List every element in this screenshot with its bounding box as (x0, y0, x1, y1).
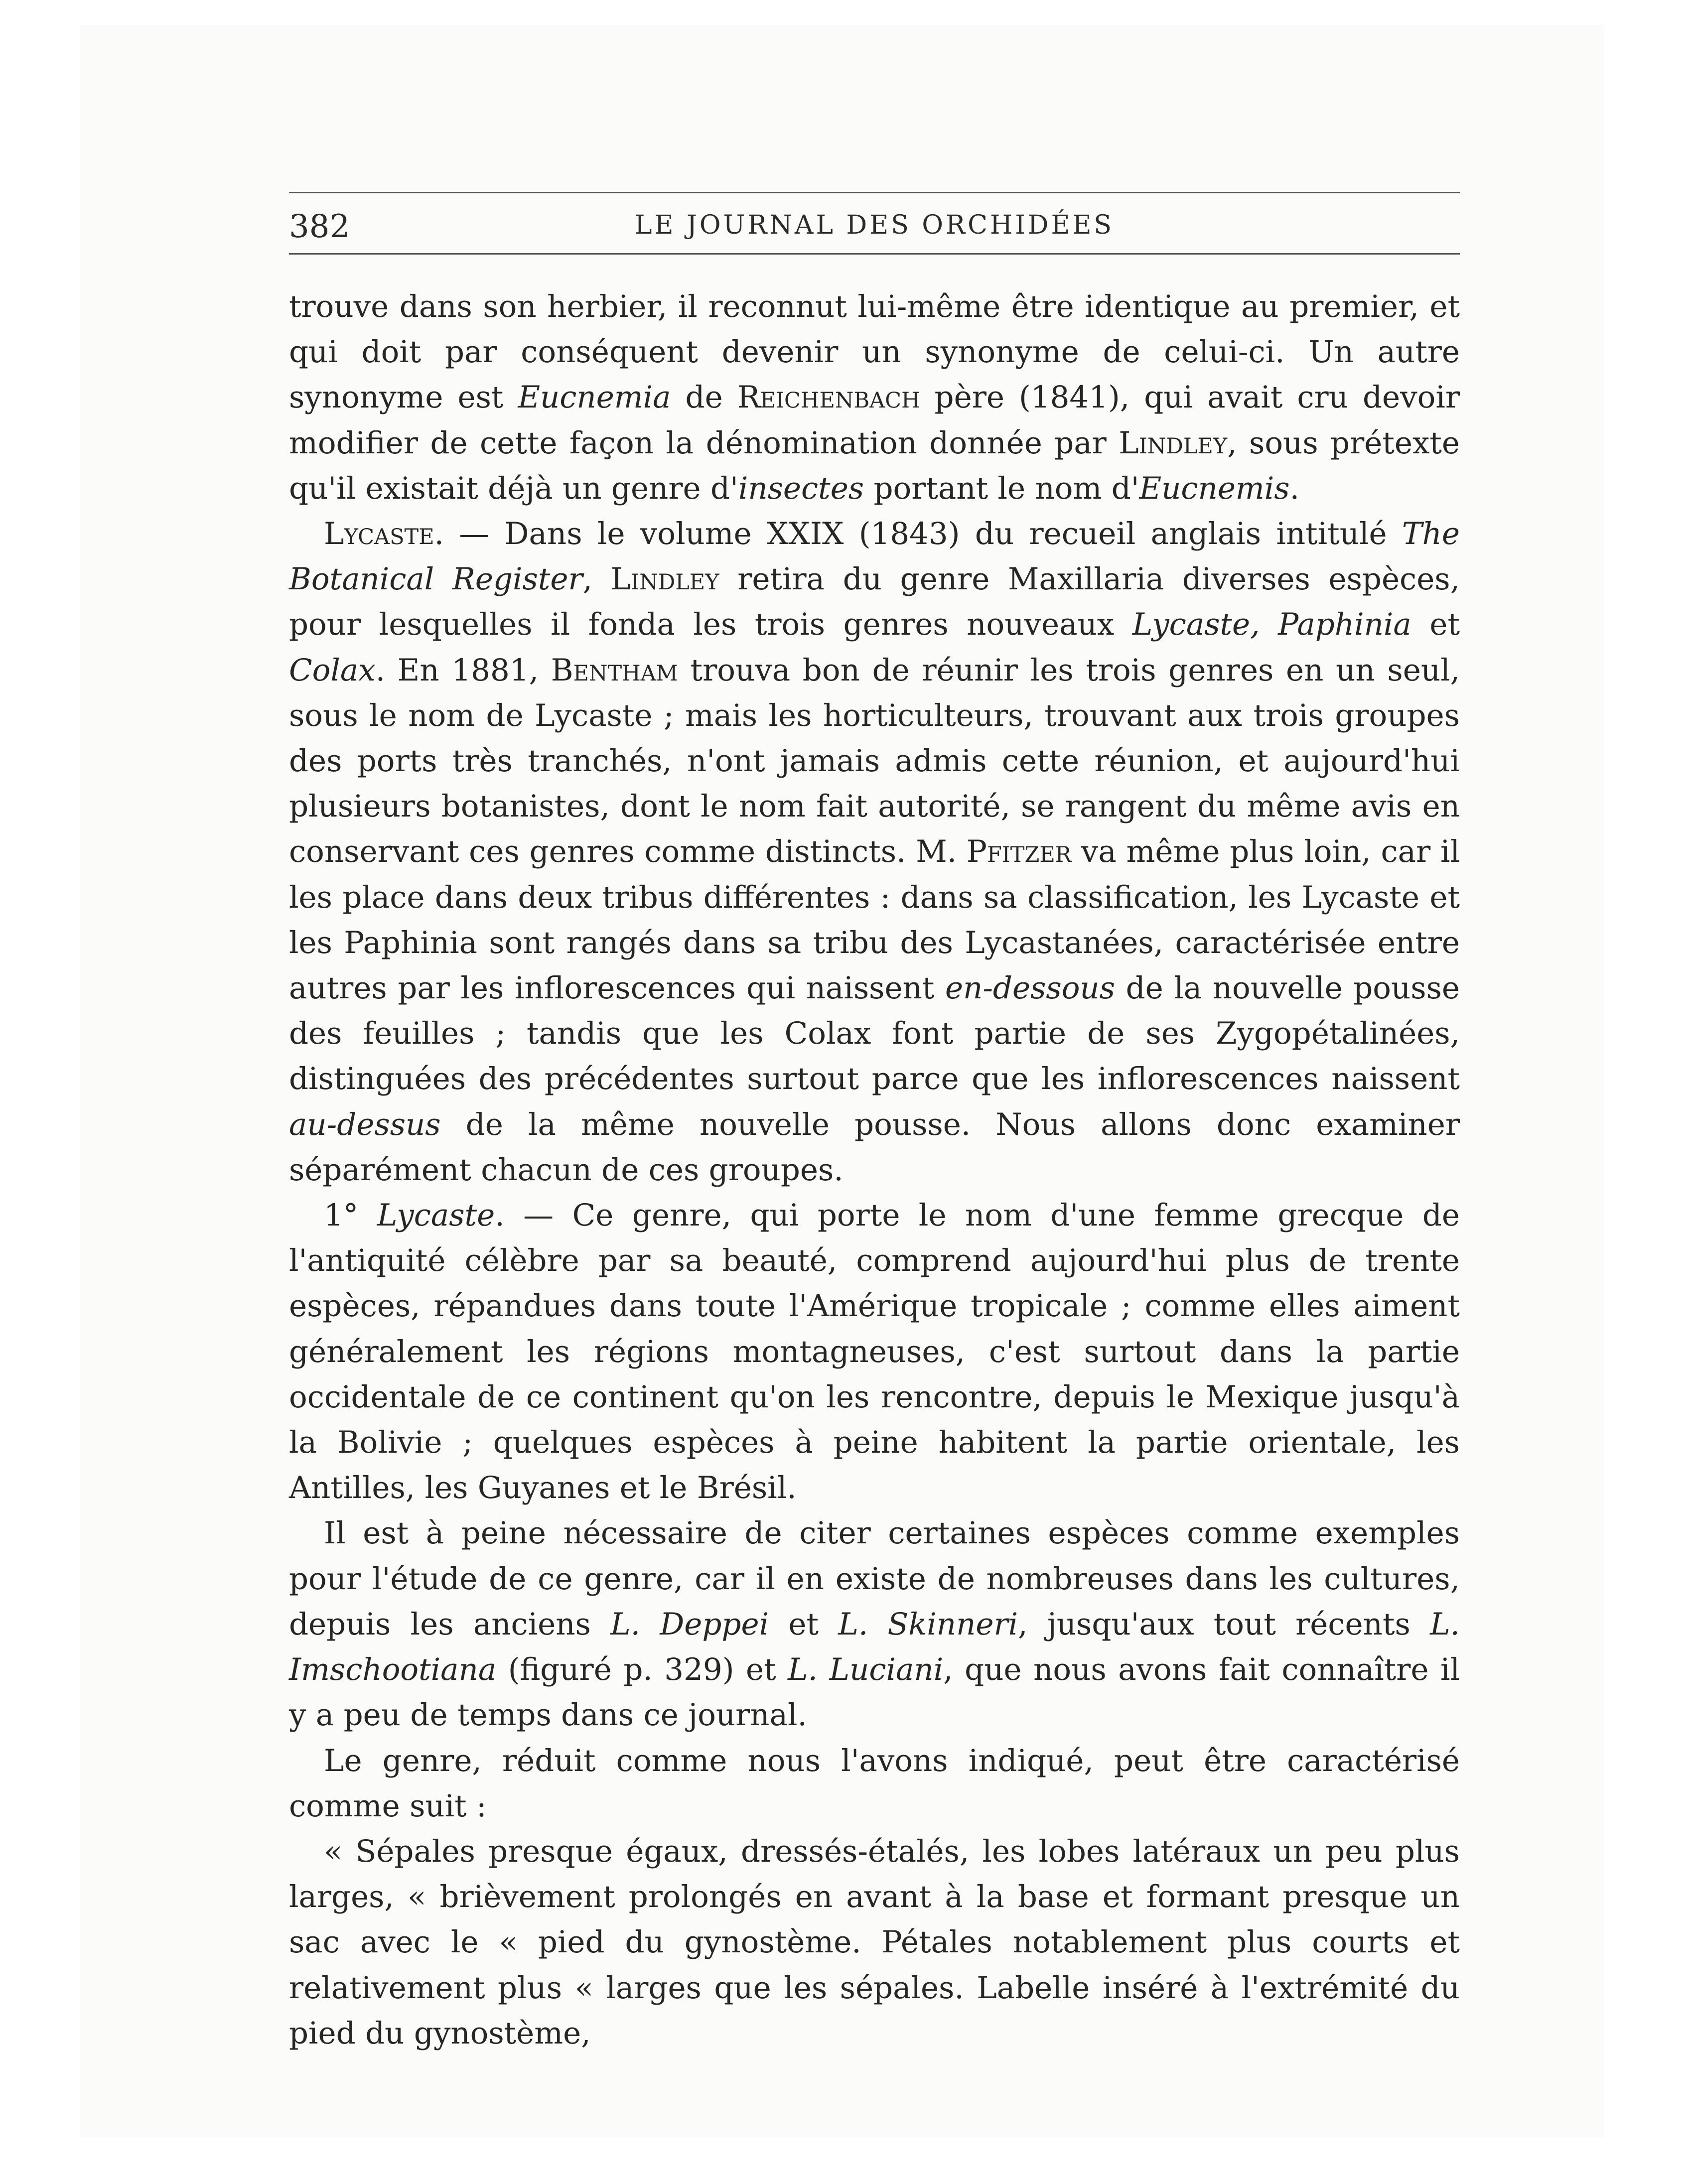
running-title: LE JOURNAL DES ORCHIDÉES (634, 210, 1115, 240)
paragraph-description-quote: « Sépales presque égaux, dressés-étalés, les lobes latéraux un peu plus larges, « brièvement prolongés en avant à la base et formant presque un sac avec le « pied du gynostème. Pétales notablement plus courts et relativement plus « larges que les sépales. Labelle inséré à l'extrémité du pied du gynostème, (289, 1833, 1460, 2051)
paragraph-eucnemia: trouve dans son herbier, il reconnut lui-même être identique au premier, et qui doit par conséquent devenir un synonyme de celui-ci. Un autre synonyme est Eucnemia de Reichenbach père (1841), qui avait cru devoir modifier de cette façon la dénomination donnée par Lindley, sous prétexte qu'il existait déjà un genre d'insectes portant le nom d'Eucnemis. (289, 289, 1460, 506)
page-header (289, 192, 1460, 255)
article-body (289, 284, 1460, 2056)
page-number: 382 (289, 208, 350, 245)
paragraph-lycaste-genus: 1° Lycaste. — Ce genre, qui porte le nom d'une femme grecque de l'antiquité célèbre par sa beauté, comprend aujourd'hui plus de trente espèces, répandues dans toute l'Amérique tropicale ; comme elles aiment généralement les régions montagneuses, c'est surtout dans la partie occidentale de ce continent qu'on les rencontre, depuis le Mexique jusqu'à la Bolivie ; quelques espèces à peine habitent la partie orientale, les Antilles, les Guyanes et le Brésil. (289, 1198, 1460, 1506)
paragraph-species-examples: Il est à peine nécessaire de citer certaines espèces comme exemples pour l'étude de ce genre, car il en existe de nombreuses dans les cultures, depuis les anciens L. Deppei et L. Skinneri, jusqu'aux tout récents L. Imschootiana (figuré p. 329) et L. Luciani, que nous avons fait connaître il y a peu de temps dans ce journal. (289, 1515, 1460, 1733)
paragraph-characterization: Le genre, réduit comme nous l'avons indiqué, peut être caractérisé comme suit : (289, 1743, 1460, 1824)
paragraph-lycaste: Lycaste. — Dans le volume XXIX (1843) du recueil anglais intitulé The Botanical Register, Lindley retira du genre Maxillaria diverses espèces, pour lesquelles il fonda les trois genres nouveaux Lycaste, Paphinia et Colax. En 1881, Bentham trouva bon de réunir les trois genres en un seul, sous le nom de Lycaste ; mais les horticulteurs, trouvant aux trois groupes des ports très tranchés, n'ont jamais admis cette réunion, et aujourd'hui plusieurs botanistes, dont le nom fait autorité, se rangent du même avis en conservant ces genres comme distincts. M. Pfitzer va même plus loin, car il les place dans deux tribus différentes : dans sa classification, les Lycaste et les Paphinia sont rangés dans sa tribu des Lycastanées, caractérisée entre autres par les inflorescences qui naissent en-dessous de la nouvelle pousse des feuilles ; tandis que les Colax font partie de ses Zygopétalinées, distinguées des précédentes surtout parce que les inflorescences naissent au-dessus de la même nouvelle pousse. Nous allons donc examiner séparément chacun de ces groupes. (289, 516, 1460, 1188)
